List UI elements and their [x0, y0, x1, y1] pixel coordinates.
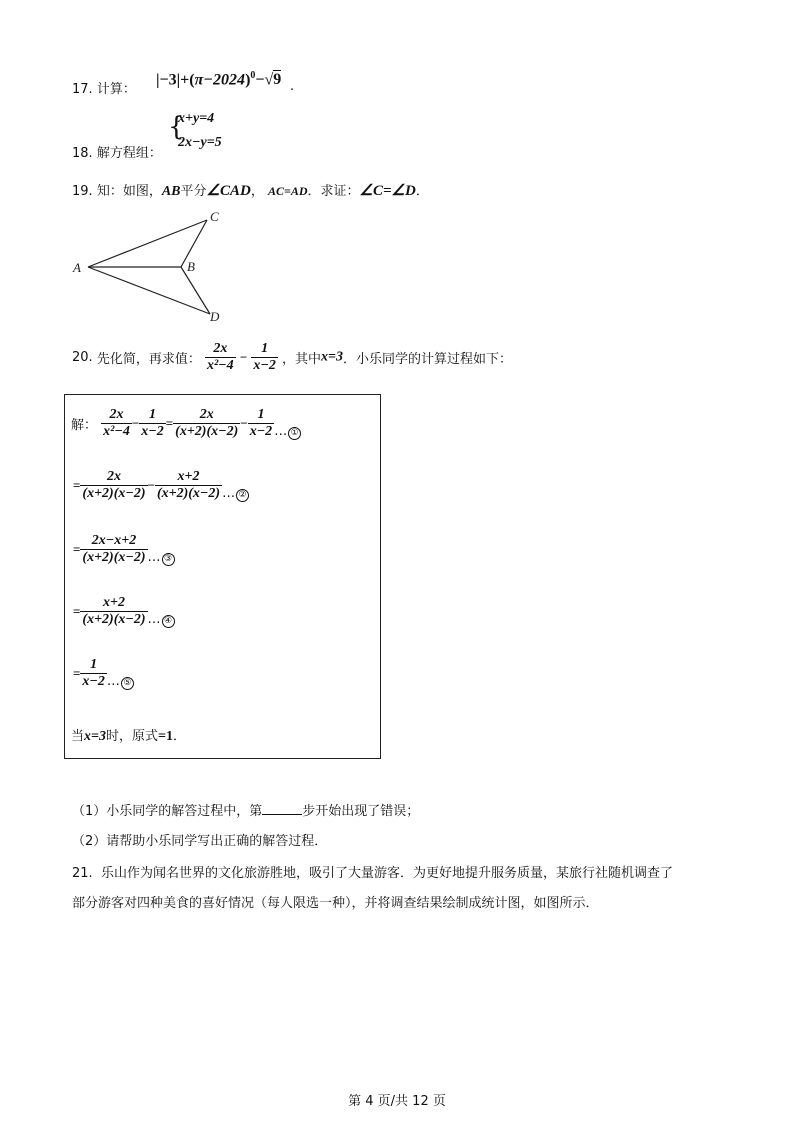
step-3: = $\frac{2x-x+2}{(x+2)(x-2)}$ … ③ — [73, 533, 175, 566]
q20: 20. 先化简，再求值： $\frac{2x}{\text{x²−4}}$ − $\frac{1}{x-2}$ ，其中x=3．小乐同学的计算过程如下： — [72, 341, 513, 373]
step-1: 解： $\frac{2x}{\text{x²−4}}$ − $\frac{1}{x-2}$ = $\frac{2x}{(x+2)(x-2)}$ − $\frac{1}{x-2}$ … ① — [71, 407, 301, 440]
q18-brace: { — [168, 112, 185, 142]
q17-label: 计算： — [96, 82, 136, 97]
q17-number: 17. — [72, 82, 93, 97]
sqrt-sign: √ — [264, 71, 274, 89]
mark-2: ② — [236, 489, 249, 502]
q18-label: 解方程组： — [96, 146, 162, 161]
q18-eq1: x+y=4 — [178, 111, 215, 126]
mark-5: ⑤ — [121, 677, 134, 690]
q17 — [72, 78, 136, 97]
answer-blank[interactable] — [262, 802, 302, 815]
q19: 19. 知：如图，AB平分∠CAD， AC=AD．求证：∠C=∠D． — [72, 183, 429, 199]
q17-expression: $|-3|+(\pi-2024)^0-√9$ — [156, 70, 282, 89]
q18 — [72, 142, 162, 161]
q20-part1: （1）小乐同学的解答过程中，第 步开始出现了错误； — [72, 804, 420, 819]
step-5: = $\frac{1}{x-2}$ … ⑤ — [73, 657, 134, 690]
label-a: A — [73, 260, 81, 275]
mark-4: ④ — [162, 615, 175, 628]
q18-number: 18. — [72, 146, 93, 161]
step-2: = $\frac{2x}{(x+2)(x-2)}$ − $\frac{x+2}{(x+2)(x-2)}$ … ② — [73, 469, 249, 502]
q20-solution-box — [64, 394, 381, 759]
q17-end: . — [290, 79, 295, 94]
label-c: C — [210, 209, 219, 224]
q18-eq2: 2x−y=5 — [178, 135, 222, 150]
q21-line1: 21. 乐山作为闻名世界的文化旅游胜地，吸引了大量游客．为更好地提升服务质量，某旅行社随机调查了 — [72, 866, 673, 881]
q21-line2: 部分游客对四种美食的喜好情况（每人限选一种），并将调查结果绘制成统计图，如图所示． — [72, 896, 599, 911]
q19-figure — [68, 208, 238, 328]
q20-part2: （2）请帮助小乐同学写出正确的解答过程． — [72, 834, 328, 849]
mark-1: ① — [288, 427, 301, 440]
label-b: B — [187, 259, 195, 274]
segment-ad — [88, 267, 210, 314]
segment-bd — [181, 267, 210, 314]
step-final: 当x=3时，原式=1． — [71, 729, 187, 744]
label-d: D — [210, 309, 220, 324]
step-4: = $\frac{x+2}{(x+2)(x-2)}$ … ④ — [73, 595, 175, 628]
page-footer: 第 4 页/共 12 页 — [348, 1094, 446, 1109]
mark-3: ③ — [162, 553, 175, 566]
